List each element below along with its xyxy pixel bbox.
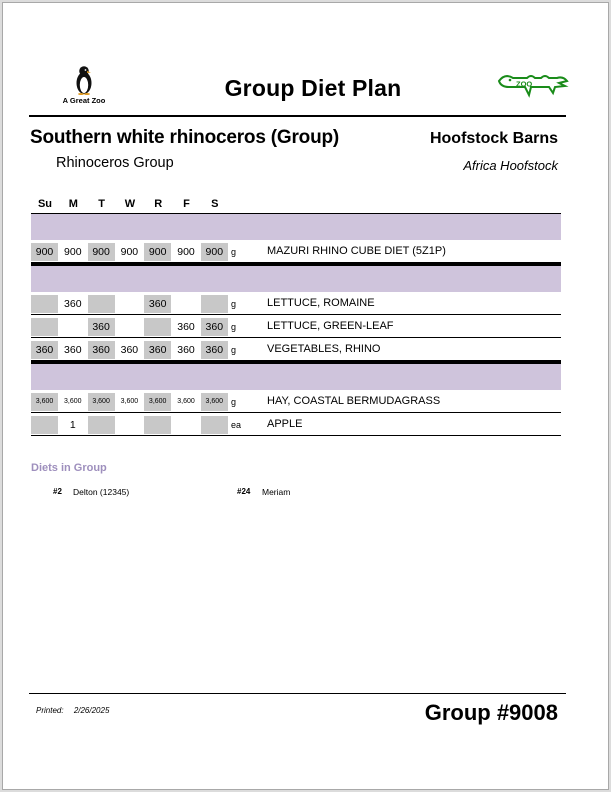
day-quantity-cell: 360 xyxy=(201,341,228,359)
zoo-logo-left xyxy=(53,65,115,109)
day-quantity-cell: 360 xyxy=(64,344,82,356)
group-name: Rhinoceros Group xyxy=(56,155,174,171)
day-quantity-cell xyxy=(88,295,115,313)
food-item-name: MAZURI RHINO CUBE DIET (5Z1P) xyxy=(267,245,446,257)
alligator-zoo-logo xyxy=(497,69,569,105)
food-item-name: APPLE xyxy=(267,418,303,430)
day-quantity-cell: 360 xyxy=(144,295,171,313)
animal-name: Southern white rhinoceros (Group) xyxy=(30,127,340,148)
diets-in-group-heading: Diets in Group xyxy=(31,462,107,474)
penguin-icon xyxy=(73,65,95,95)
zoo-logo-right xyxy=(497,69,569,105)
day-quantity-cell xyxy=(116,295,143,313)
day-quantity-cell: 900 xyxy=(177,246,195,258)
diet-name: Meriam xyxy=(262,487,291,497)
food-item-name: VEGETABLES, RHINO xyxy=(267,343,381,355)
logo-right-text: ZOO xyxy=(516,79,533,89)
report-page xyxy=(2,2,609,790)
day-header-thu: R xyxy=(154,198,163,210)
header-divider xyxy=(29,115,566,117)
day-quantity-cell xyxy=(59,318,86,336)
logo-left-text: A Great Zoo xyxy=(62,96,106,105)
day-quantity-cell: 900 xyxy=(144,243,171,261)
day-header-sat: S xyxy=(211,198,219,210)
diet-row xyxy=(31,315,561,338)
day-quantity-cell: 360 xyxy=(144,341,171,359)
printed-label: Printed: xyxy=(36,706,64,715)
printed-date: 2/26/2025 xyxy=(73,706,110,715)
diet-row xyxy=(31,240,561,263)
day-quantity-cell: 3,600 xyxy=(88,393,115,411)
day-quantity-cell xyxy=(116,416,143,434)
footer-divider xyxy=(29,693,566,694)
day-quantity-cell xyxy=(201,416,228,434)
diet-number: #24 xyxy=(237,487,251,496)
day-quantity-cell: 900 xyxy=(88,243,115,261)
day-header-mon: M xyxy=(68,198,78,210)
day-header-fri: F xyxy=(183,198,190,210)
day-quantity-cell xyxy=(31,295,58,313)
day-quantity-cell: 360 xyxy=(120,344,139,356)
day-quantity-cell: 3,600 xyxy=(31,393,58,411)
day-quantity-cell: 900 xyxy=(31,243,58,261)
day-quantity-cell xyxy=(144,318,171,336)
section-header-band xyxy=(31,266,561,292)
day-quantity-cell xyxy=(31,318,58,336)
report-title: Group Diet Plan xyxy=(224,75,402,101)
quantity-unit: g xyxy=(231,299,237,309)
food-item-name: LETTUCE, ROMAINE xyxy=(267,297,375,309)
day-quantity-cell: 900 xyxy=(201,243,228,261)
section-header-band xyxy=(31,214,561,240)
region-name: Africa Hoofstock xyxy=(463,158,558,173)
day-quantity-cell: 360 xyxy=(177,344,195,356)
quantity-unit: g xyxy=(231,247,237,257)
day-quantity-cell: 3,600 xyxy=(64,398,82,405)
day-quantity-cell: 360 xyxy=(31,341,58,359)
day-quantity-cell xyxy=(88,416,115,434)
food-item-name: LETTUCE, GREEN-LEAF xyxy=(267,320,394,332)
diet-table xyxy=(31,214,561,436)
location-name: Hoofstock Barns xyxy=(429,130,558,147)
diet-row xyxy=(31,292,561,315)
day-header-tue: T xyxy=(98,198,105,210)
day-quantity-cell: 3,600 xyxy=(120,398,139,405)
day-quantity-cell: 3,600 xyxy=(201,393,228,411)
day-quantity-cell: 900 xyxy=(64,246,82,258)
quantity-unit: g xyxy=(231,397,237,407)
day-quantity-cell: 3,600 xyxy=(144,393,171,411)
day-header-wed: W xyxy=(124,198,136,210)
printed-stamp xyxy=(36,706,109,715)
diet-row xyxy=(31,338,561,361)
day-quantity-cell: 360 xyxy=(64,298,82,310)
section-header-band xyxy=(31,364,561,390)
day-quantity-cell: 360 xyxy=(88,318,115,336)
day-quantity-cell xyxy=(116,318,143,336)
diet-row xyxy=(31,390,561,413)
quantity-unit: ea xyxy=(231,420,242,430)
quantity-unit: g xyxy=(231,322,237,332)
day-quantity-cell: 900 xyxy=(120,246,139,258)
day-quantity-cell xyxy=(201,295,228,313)
quantity-unit: g xyxy=(231,345,237,355)
day-quantity-cell: 3,600 xyxy=(177,398,195,405)
day-quantity-cell: 360 xyxy=(177,321,195,333)
day-quantity-cell: 360 xyxy=(201,318,228,336)
group-number: Group #9008 xyxy=(424,700,558,725)
day-quantity-cell: 1 xyxy=(69,419,76,431)
day-quantity-cell xyxy=(31,416,58,434)
food-item-name: HAY, COASTAL BERMUDAGRASS xyxy=(267,395,441,407)
diet-number: #2 xyxy=(53,487,62,496)
diet-row xyxy=(31,413,561,436)
day-quantity-cell xyxy=(144,416,171,434)
day-header-sun: Su xyxy=(37,198,53,210)
day-quantity-cell xyxy=(173,295,200,313)
day-quantity-cell: 360 xyxy=(88,341,115,359)
day-quantity-cell xyxy=(173,416,200,434)
diet-name: Delton (12345) xyxy=(73,487,130,497)
